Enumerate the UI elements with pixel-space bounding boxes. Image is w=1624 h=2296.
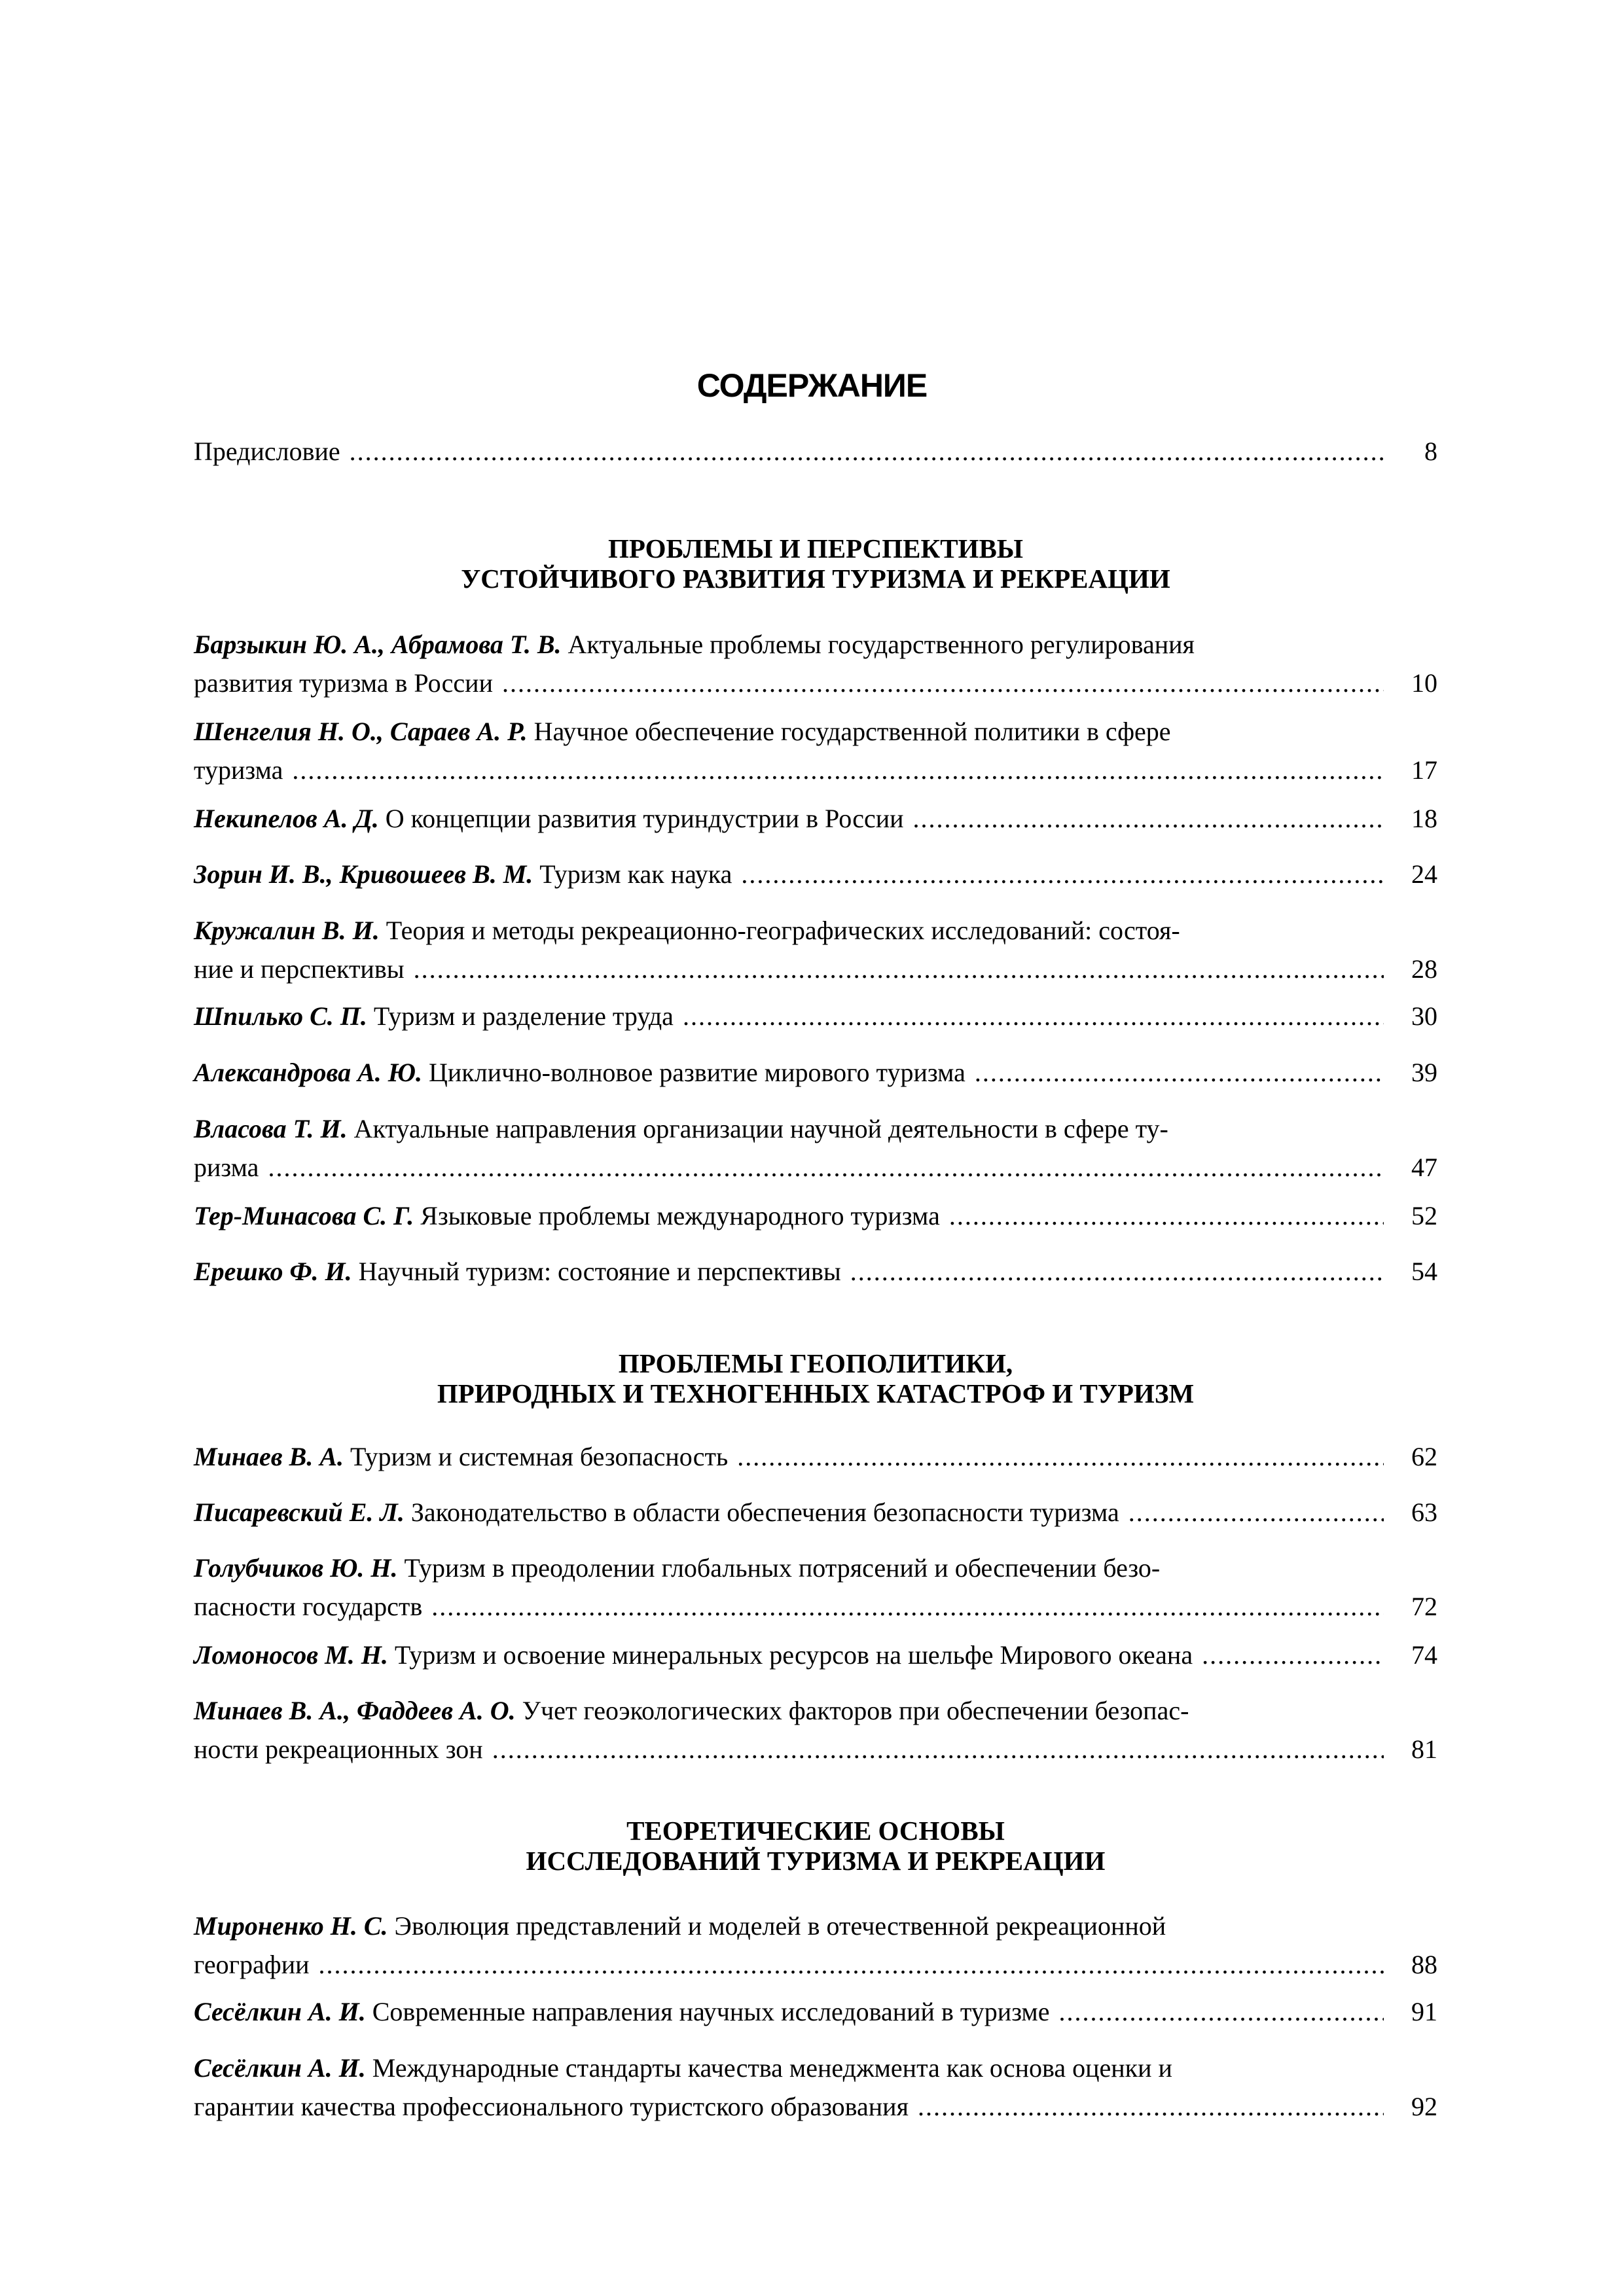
page-number: 28 xyxy=(1411,954,1437,984)
toc-entry[interactable] xyxy=(194,1907,1437,1984)
section-heading: ПРОБЛЕМЫ И ПЕРСПЕКТИВЫ УСТОЙЧИВОГО РАЗВИТИЯ ТУРИЗМА И РЕКРЕАЦИИ xyxy=(461,533,1170,594)
dot-leader xyxy=(350,432,1384,471)
section-heading: ТЕОРЕТИЧЕСКИЕ ОСНОВЫ ИССЛЕДОВАНИЙ ТУРИЗМА И РЕКРЕАЦИИ xyxy=(526,1816,1106,1876)
toc-entry[interactable] xyxy=(194,2049,1437,2126)
entry-title-cont: ности рекреационных зон xyxy=(194,1734,483,1764)
page-number: 88 xyxy=(1411,1950,1437,1979)
toc-entry[interactable] xyxy=(194,1992,1437,2031)
toc-entry[interactable] xyxy=(194,1437,1437,1476)
entry-author: Голубчиков Ю. Н. xyxy=(194,1553,398,1583)
entry-author: Барзыкин Ю. А., Абрамова Т. В. xyxy=(194,630,562,659)
toc-entry[interactable] xyxy=(194,1691,1437,1768)
page-number: 10 xyxy=(1411,668,1437,698)
entry-author: Зорин И. В., Кривошеев В. М. xyxy=(194,859,533,889)
entry-title: Языковые проблемы международного туризма xyxy=(420,1201,940,1230)
page-number: 39 xyxy=(1411,1058,1437,1087)
dot-leader xyxy=(918,2087,1384,2126)
page-number: 30 xyxy=(1411,1001,1437,1031)
entry-title: Туризм в преодолении глобальных потрясений и обеспечении безо- xyxy=(404,1553,1161,1583)
page-title: СОДЕРЖАНИЕ xyxy=(696,367,928,404)
entry-title: Эволюция представлений и моделей в отечественной рекреационной xyxy=(394,1911,1166,1941)
entry-title: Международные стандарты качества менеджмента как основа оценки и xyxy=(372,2053,1172,2083)
entry-title-cont: туризма xyxy=(194,755,283,785)
entry-title-cont: пасности государств xyxy=(194,1592,423,1621)
entry-author: Мироненко Н. С. xyxy=(194,1911,388,1941)
page-number: 72 xyxy=(1411,1592,1437,1621)
dot-leader xyxy=(1128,1493,1384,1532)
toc-entry[interactable] xyxy=(194,1636,1437,1674)
page-number: 74 xyxy=(1411,1640,1437,1670)
entry-author: Ломоносов М. Н. xyxy=(194,1640,388,1670)
entry-title: О концепции развития туриндустрии в России xyxy=(385,804,904,833)
toc-entry[interactable] xyxy=(194,1053,1437,1092)
page-number: 18 xyxy=(1411,804,1437,833)
dot-leader xyxy=(292,751,1384,789)
entry-author: Тер-Минасова С. Г. xyxy=(194,1201,414,1230)
toc-entry[interactable] xyxy=(194,855,1437,893)
dot-leader xyxy=(319,1945,1384,1984)
entry-title-cont: ризма xyxy=(194,1153,259,1182)
toc-entry[interactable] xyxy=(194,1549,1437,1626)
entry-author: Власова Т. И. xyxy=(194,1114,348,1143)
entry-author: Минаев В. А., Фаддеев А. О. xyxy=(194,1696,516,1725)
page-number: 17 xyxy=(1411,755,1437,785)
dot-leader xyxy=(1202,1636,1384,1674)
dot-leader xyxy=(850,1252,1384,1291)
entry-title: Законодательство в области обеспечения безопасности туризма xyxy=(410,1498,1119,1527)
toc-entry[interactable] xyxy=(194,911,1437,988)
page-number: 52 xyxy=(1411,1201,1437,1230)
toc-entry[interactable] xyxy=(194,1493,1437,1532)
entry-title: Актуальные направления организации научной деятельности в сфере ту- xyxy=(353,1114,1168,1143)
page-number: 81 xyxy=(1411,1734,1437,1764)
entry-author: Шпилько С. П. xyxy=(194,1001,367,1031)
entry-title: Научное обеспечение государственной политики в сфере xyxy=(533,717,1171,746)
dot-leader xyxy=(502,664,1384,702)
dot-leader xyxy=(741,855,1384,893)
dot-leader xyxy=(431,1587,1384,1626)
page-number: 47 xyxy=(1411,1153,1437,1182)
entry-title: Туризм как наука xyxy=(539,859,732,889)
section-heading: ПРОБЛЕМЫ ГЕОПОЛИТИКИ, ПРИРОДНЫХ И ТЕХНОГЕННЫХ КАТАСТРОФ И ТУРИЗМ xyxy=(437,1348,1195,1408)
toc-entry[interactable] xyxy=(194,625,1437,702)
entry-title-cont: развития туризма в России xyxy=(194,668,493,698)
toc-entry[interactable] xyxy=(194,1109,1437,1187)
entry-title: Теория и методы рекреационно-географических исследований: состоя- xyxy=(386,916,1180,945)
toc-entry[interactable] xyxy=(194,997,1437,1035)
page-number: 92 xyxy=(1411,2092,1437,2121)
toc-entry[interactable] xyxy=(194,799,1437,838)
dot-leader xyxy=(1059,1992,1384,2031)
entry-title: Туризм и освоение минеральных ресурсов на шельфе Мирового океана xyxy=(394,1640,1193,1670)
toc-entry-preface[interactable] xyxy=(194,432,1437,471)
entry-author: Сесёлкин А. И. xyxy=(194,2053,366,2083)
entry-author: Минаев В. А. xyxy=(194,1442,344,1471)
entry-title: Циклично-волновое развитие мирового туризма xyxy=(429,1058,965,1087)
entry-author: Александрова А. Ю. xyxy=(194,1058,423,1087)
entry-title: Туризм и системная безопасность xyxy=(350,1442,729,1471)
dot-leader xyxy=(913,799,1384,838)
entry-title-cont: ние и перспективы xyxy=(194,954,405,984)
dot-leader xyxy=(414,950,1384,988)
toc-entry[interactable] xyxy=(194,1252,1437,1291)
page-number: 54 xyxy=(1411,1257,1437,1286)
dot-leader xyxy=(737,1437,1384,1476)
entry-title: Современные направления научных исследований в туризме xyxy=(372,1997,1050,2026)
entry-author: Шенгелия Н. О., Сараев А. Р. xyxy=(194,717,528,746)
entry-title: Научный туризм: состояние и перспективы xyxy=(358,1257,841,1286)
page-number: 91 xyxy=(1411,1997,1437,2026)
dot-leader xyxy=(492,1730,1384,1768)
toc-entry[interactable] xyxy=(194,712,1437,789)
dot-leader xyxy=(975,1053,1384,1092)
dot-leader xyxy=(949,1196,1384,1235)
page-number: 24 xyxy=(1411,859,1437,889)
entry-author: Кружалин В. И. xyxy=(194,916,380,945)
dot-leader xyxy=(268,1148,1384,1187)
page-number: 63 xyxy=(1411,1498,1437,1527)
entry-title-cont: географии xyxy=(194,1950,310,1979)
preface-label: Предисловие xyxy=(194,437,340,466)
entry-author: Некипелов А. Д. xyxy=(194,804,379,833)
dot-leader xyxy=(683,997,1384,1035)
entry-author: Ерешко Ф. И. xyxy=(194,1257,352,1286)
entry-title: Туризм и разделение труда xyxy=(373,1001,674,1031)
entry-title-cont: гарантии качества профессионального туристского образования xyxy=(194,2092,909,2121)
page-number: 8 xyxy=(1424,437,1437,466)
entry-author: Писаревский Е. Л. xyxy=(194,1498,405,1527)
entry-title: Учет геоэкологических факторов при обеспечении безопас- xyxy=(522,1696,1189,1725)
entry-title: Актуальные проблемы государственного регулирования xyxy=(568,630,1195,659)
toc-entry[interactable] xyxy=(194,1196,1437,1235)
page-number: 62 xyxy=(1411,1442,1437,1471)
entry-author: Сесёлкин А. И. xyxy=(194,1997,366,2026)
